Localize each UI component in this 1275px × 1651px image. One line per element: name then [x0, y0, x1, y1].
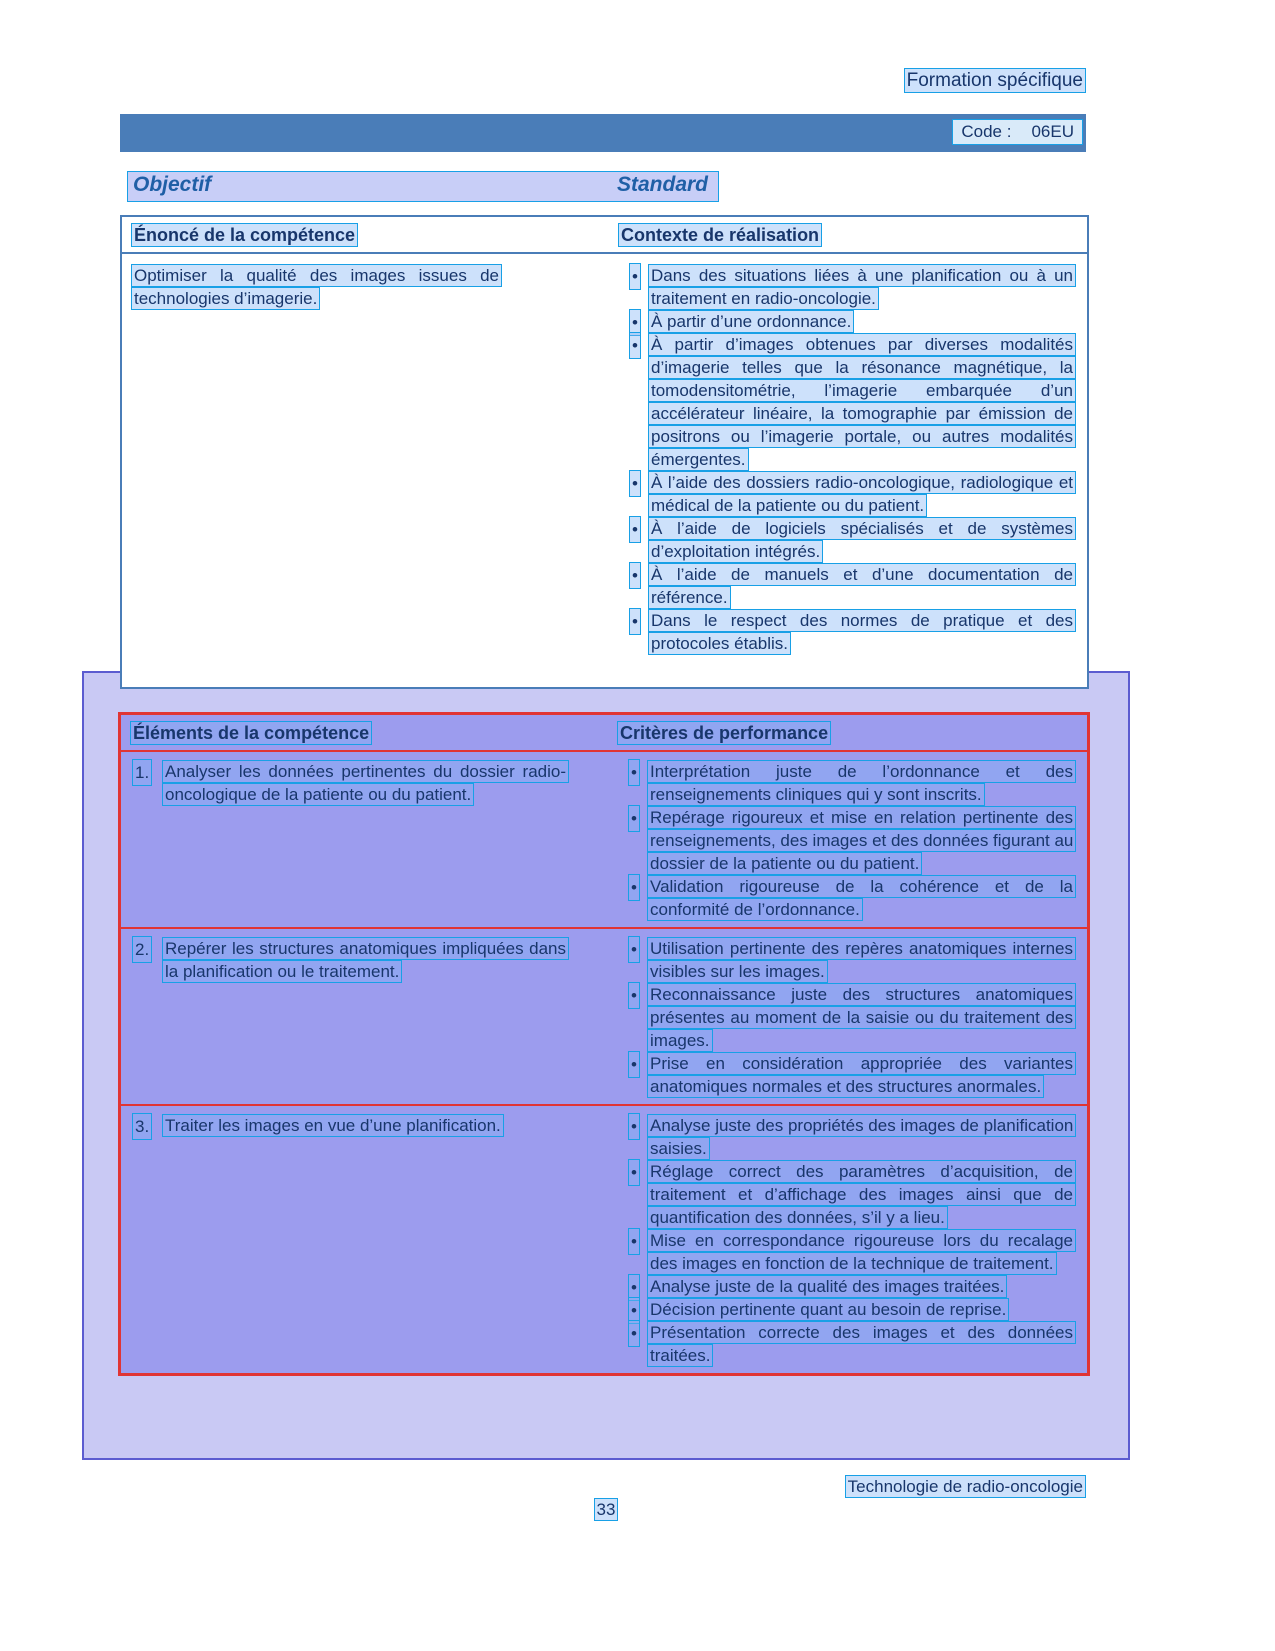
bullet-icon: • [630, 471, 640, 496]
footer-label: Technologie de radio-oncologie [847, 1477, 1083, 1496]
code-label [953, 120, 1082, 144]
competence-header-left: Énoncé de la compétence [134, 225, 356, 245]
bullet-icon: • [630, 563, 640, 588]
bullet-icon: • [629, 806, 639, 831]
element-number: 2. [133, 937, 151, 962]
criteria-item [618, 760, 1075, 806]
criteria-item [618, 1275, 1075, 1298]
bullet-item [619, 563, 1075, 609]
bullet-item [619, 264, 1075, 310]
competence-statement-cell [132, 264, 619, 655]
criteria-item [618, 1229, 1075, 1275]
criteria-item [618, 806, 1075, 875]
competence-header-right: Contexte de réalisation [621, 225, 820, 245]
bullet-icon: • [629, 1160, 639, 1185]
code-prefix: Code : [961, 122, 1012, 141]
bullet-text: À l’aide des dossiers radio-oncologique, radiologique et médical de la patiente ou du patient. [651, 473, 1073, 515]
element-text: Analyser les données pertinentes du dossier radio-oncologique de la patiente ou du patient. [165, 762, 566, 804]
criteria-list [618, 1114, 1077, 1367]
criteria-item [618, 937, 1075, 983]
bullet-icon: • [629, 1321, 639, 1346]
bullet-icon: • [629, 875, 639, 900]
element-cell [131, 937, 618, 1098]
element-text: Repérer les structures anatomiques impliquées dans la planification ou le traitement. [165, 939, 566, 981]
criteria-text: Interprétation juste de l’ordonnance et des renseignements cliniques qui y sont inscrits. [650, 762, 1073, 804]
element-cell [131, 1114, 618, 1367]
criteria-text: Décision pertinente quant au besoin de reprise. [650, 1300, 1007, 1319]
bullet-icon: • [630, 310, 640, 335]
criteria-text: Analyse juste des propriétés des images de planification saisies. [650, 1116, 1074, 1158]
bullet-text: À l’aide de logiciels spécialisés et de systèmes d’exploitation intégrés. [651, 519, 1073, 561]
bullet-icon: • [630, 609, 640, 634]
element-number: 1. [133, 760, 151, 785]
criteria-list [618, 937, 1077, 1098]
bullet-item [619, 517, 1075, 563]
bullet-text: Dans le respect des normes de pratique et des protocoles établis. [651, 611, 1073, 653]
element-cell [131, 760, 618, 921]
bullet-icon: • [629, 1052, 639, 1077]
criteria-text: Repérage rigoureux et mise en relation pertinente des renseignements, des images et des données figurant au dossier de la patiente ou du patient. [650, 808, 1074, 873]
elements-header-right: Critères de performance [620, 723, 829, 743]
page-number: 33 [596, 1500, 616, 1519]
section-label: Formation spécifique [906, 70, 1083, 91]
bullet-item [619, 310, 1075, 333]
criteria-item [618, 1160, 1075, 1229]
criteria-text: Mise en correspondance rigoureuse lors du recalage des images en fonction de la technique de traitement. [650, 1231, 1073, 1273]
bullet-icon: • [629, 760, 639, 785]
criteria-item [618, 1052, 1075, 1098]
bullet-icon: • [630, 264, 640, 289]
bullet-text: Dans des situations liées à une planification ou à un traitement en radio-oncologie. [651, 266, 1073, 308]
bullet-item [619, 333, 1075, 471]
competence-header-right-cell [619, 224, 1077, 247]
criteria-item [618, 983, 1075, 1052]
criteria-text: Validation rigoureuse de la cohérence et de la conformité de l’ordonnance. [650, 877, 1073, 919]
criteria-text: Réglage correct des paramètres d’acquisition, de traitement et d’affichage des images ainsi que de quantification des données, s’il y a lieu. [650, 1162, 1073, 1227]
competence-table-header [122, 217, 1087, 254]
criteria-text: Reconnaissance juste des structures anatomiques présentes au moment de la saisie ou du traitement des images. [650, 985, 1073, 1050]
criteria-item [618, 1298, 1075, 1321]
bullet-icon: • [629, 1229, 639, 1254]
elements-table-row [121, 927, 1087, 1104]
bullet-item [619, 471, 1075, 517]
standard-heading: Standard [617, 173, 709, 196]
elements-table-header [121, 715, 1087, 750]
criteria-list [618, 760, 1077, 921]
criteria-text: Prise en considération appropriée des variantes anatomiques normales et des structures anormales. [650, 1054, 1073, 1096]
bullet-icon: • [629, 1114, 639, 1139]
competence-table [120, 215, 1089, 689]
bullet-item [619, 609, 1075, 655]
objectif-standard-row [128, 172, 718, 201]
competence-header-left-cell [132, 224, 619, 247]
page-number-wrap [0, 1500, 1212, 1520]
criteria-item [618, 1114, 1075, 1160]
bullet-icon: • [629, 1298, 639, 1323]
elements-header-left-cell [131, 722, 618, 745]
bullet-text: À l’aide de manuels et d’une documentation de référence. [651, 565, 1073, 607]
element-number: 3. [133, 1114, 151, 1139]
element-text: Traiter les images en vue d’une planification. [165, 1116, 501, 1135]
bullet-icon: • [629, 1275, 639, 1300]
elements-table-row [121, 1104, 1087, 1373]
bullet-icon: • [630, 517, 640, 542]
code-value: 06EU [1031, 122, 1074, 141]
context-bullet-list [619, 264, 1077, 655]
criteria-item [618, 875, 1075, 921]
competence-table-body [122, 254, 1087, 655]
bullet-text: À partir d’une ordonnance. [651, 312, 852, 331]
bullet-icon: • [629, 937, 639, 962]
bullet-icon: • [629, 983, 639, 1008]
section-label-wrap [680, 70, 1085, 92]
code-bar [120, 114, 1086, 152]
objectif-heading: Objectif [133, 173, 212, 196]
criteria-text: Présentation correcte des images et des données traitées. [650, 1323, 1073, 1365]
elements-table-row [121, 750, 1087, 927]
footer-label-wrap [680, 1477, 1085, 1497]
criteria-text: Utilisation pertinente des repères anatomiques internes visibles sur les images. [650, 939, 1073, 981]
elements-header-left: Éléments de la compétence [133, 723, 370, 743]
elements-table [118, 712, 1090, 1376]
criteria-item [618, 1321, 1075, 1367]
competence-statement: Optimiser la qualité des images issues de technologies d’imagerie. [134, 266, 499, 308]
bullet-text: À partir d’images obtenues par diverses modalités d’imagerie telles que la résonance magnétique, la tomodensitométrie, l’imagerie embarquée d’un accélérateur linéaire, la tomographie par émission de positrons ou l’imagerie portale, ou autres modalités émergentes. [651, 335, 1073, 469]
criteria-text: Analyse juste de la qualité des images traitées. [650, 1277, 1005, 1296]
bullet-icon: • [630, 333, 640, 358]
elements-header-right-cell [618, 722, 1077, 745]
